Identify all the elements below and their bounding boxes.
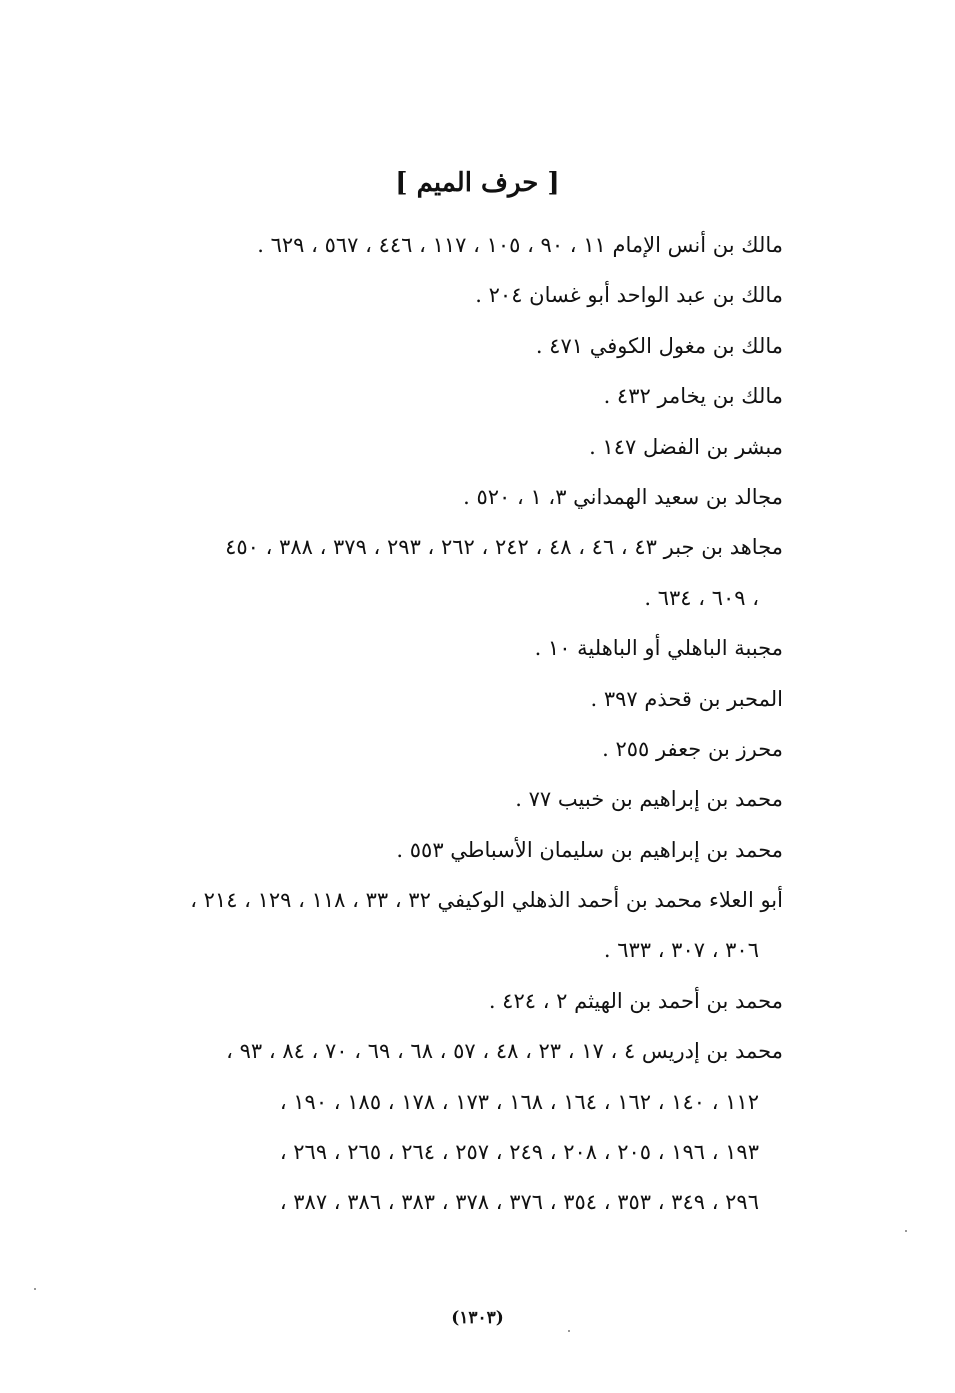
index-entries <box>143 220 783 1228</box>
paper-speck <box>568 1330 570 1332</box>
index-entry-continuation: ١١٢ ، ١٤٠ ، ١٦٢ ، ١٦٤ ، ١٦٨ ، ١٧٣ ، ١٧٨ ، ١٨٥ ، ١٩٠ ، <box>279 1089 759 1114</box>
section-heading: [ حرف الميم ] <box>395 168 560 198</box>
index-entry: مجببة الباهلي أو الباهلية ١٠ . <box>534 636 783 661</box>
index-entry-continuation: ٢٩٦ ، ٣٤٩ ، ٣٥٣ ، ٣٥٤ ، ٣٧٦ ، ٣٧٨ ، ٣٨٣ ، ٣٨٦ ، ٣٨٧ ، <box>279 1190 759 1215</box>
index-entry: محمد بن إبراهيم بن سليمان الأسباطي ٥٥٣ . <box>396 837 783 862</box>
index-entry-continuation: ، ٦٠٩ ، ٦٣٤ . <box>644 585 759 610</box>
index-entry: مجاهد بن جبر ٤٣ ، ٤٦ ، ٤٨ ، ٢٤٢ ، ٢٦٢ ، ٢٩٣ ، ٣٧٩ ، ٣٨٨ ، ٤٥٠ <box>225 535 783 560</box>
index-entry: مجالد بن سعيد الهمداني ٣، ١ ، ٥٢٠ . <box>463 484 783 509</box>
index-entry: محرز بن جعفر ٢٥٥ . <box>602 736 783 761</box>
index-entry-continuation: ٣٠٦ ، ٣٠٧ ، ٦٣٣ . <box>603 938 759 963</box>
index-entry-continuation: ١٩٣ ، ١٩٦ ، ٢٠٥ ، ٢٠٨ ، ٢٤٩ ، ٢٥٧ ، ٢٦٤ ، ٢٦٥ ، ٢٦٩ ، <box>279 1140 759 1165</box>
index-entry: محمد بن إبراهيم بن خبيب ٧٧ . <box>515 787 783 812</box>
index-entry: مالك بن يخامر ٤٣٢ . <box>603 384 783 409</box>
index-entry: المحبر بن قحذم ٣٩٧ . <box>590 686 783 711</box>
index-entry: مالك بن أنس الإمام ١١ ، ٩٠ ، ١٠٥ ، ١١٧ ، ٤٤٦ ، ٥٦٧ ، ٦٢٩ . <box>257 233 783 257</box>
index-entry: محمد بن إدريس ٤ ، ١٧ ، ٢٣ ، ٤٨ ، ٥٧ ، ٦٨ ، ٦٩ ، ٧٠ ، ٨٤ ، ٩٣ ، <box>226 1039 783 1064</box>
paper-speck <box>905 1230 907 1232</box>
index-entry: محمد بن أحمد بن الهيثم ٢ ، ٤٢٤ . <box>488 988 783 1013</box>
index-entry: أبو العلاء محمد بن أحمد الذهلي الوكيفي ٣٢ ، ٣٣ ، ١١٨ ، ١٢٩ ، ٢١٤ ، <box>190 888 783 913</box>
index-entry: مبشر بن الفضل ١٤٧ . <box>589 434 783 459</box>
index-entry: مالك بن عبد الواحد أبو غسان ٢٠٤ . <box>475 283 783 308</box>
paper-speck <box>34 1288 36 1290</box>
page-number: (١٣٠٣) <box>451 1308 504 1328</box>
index-entry: مالك بن مغول الكوفي ٤٧١ . <box>535 333 783 358</box>
